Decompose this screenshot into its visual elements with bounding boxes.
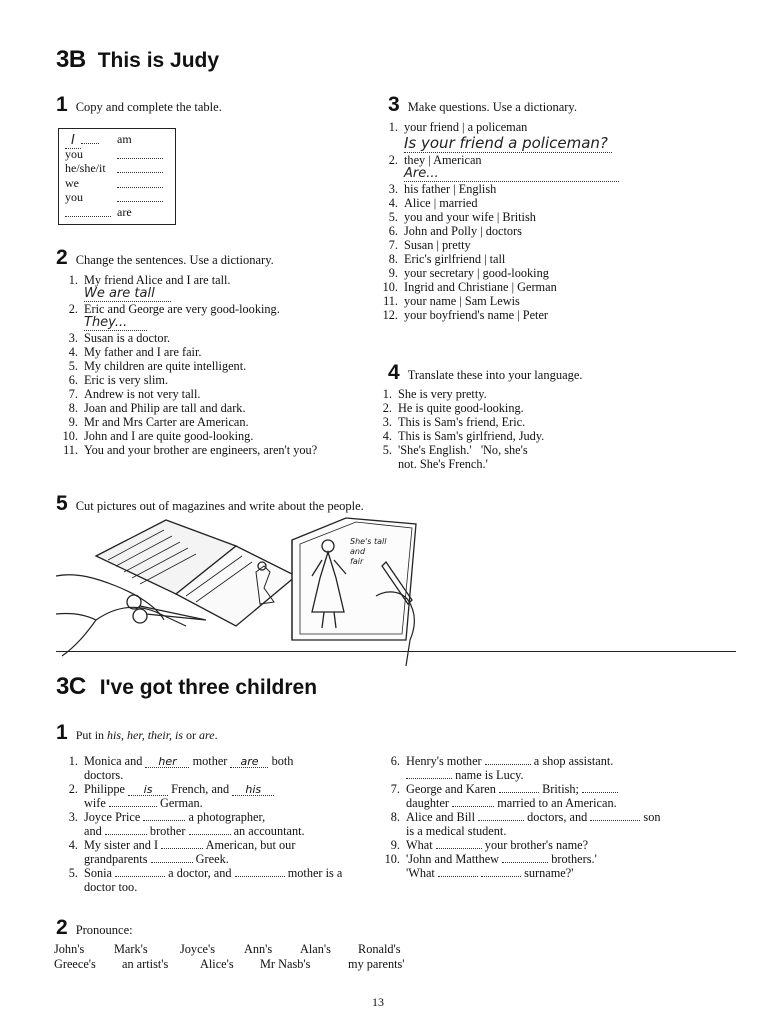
unit-3b-heading xyxy=(56,46,219,74)
exercise-3-heading xyxy=(388,94,577,115)
exercise-number: 1 xyxy=(56,721,68,744)
list-item: 3. Joyce Price a photographer, xyxy=(68,810,266,824)
list-item: 1. Monica and her mother are both xyxy=(68,754,294,768)
exercise-number: 2 xyxy=(56,916,68,939)
list-item: 2. Philippe is French, and his xyxy=(56,782,376,796)
list-item-continuation: name is Lucy. xyxy=(378,768,708,782)
unit-number: 3C xyxy=(56,673,86,700)
list-item: 10. Ingrid and Christiane | German xyxy=(382,280,557,294)
table-pronoun: he/she/it xyxy=(65,161,106,175)
unit-title: I've got three children xyxy=(99,676,318,699)
exercise-2-heading xyxy=(56,917,133,938)
filled-blank: is xyxy=(128,784,168,796)
page-number: 13 xyxy=(372,995,384,1009)
exercise-3-list xyxy=(376,120,646,322)
list-item-continuation: 'What surname?' xyxy=(406,866,574,880)
list-item: 10. John and I are quite good-looking. xyxy=(62,429,254,443)
list-item: 7. Andrew is not very tall. xyxy=(68,387,201,401)
list-item: 7. George and Karen British; xyxy=(378,782,708,796)
unit-3c-heading xyxy=(56,673,317,701)
list-item: 5. 'She's English.' 'No, she's xyxy=(382,443,528,457)
table-pronoun: we xyxy=(65,175,79,190)
exercise-2-list xyxy=(56,273,376,457)
exercise-instruction: Make questions. Use a dictionary. xyxy=(407,100,577,114)
list-item: 6. John and Polly | doctors xyxy=(388,224,522,238)
table-row xyxy=(65,177,169,192)
exercise-number: 2 xyxy=(56,246,68,269)
caption-line-3: fair xyxy=(350,557,364,566)
exercise-instruction: Translate these into your language. xyxy=(407,368,583,382)
unit-title: This is Judy xyxy=(97,49,220,72)
list-item-continuation: wife German. xyxy=(84,796,203,810)
list-item-continuation: is a medical student. xyxy=(406,824,507,838)
list-item: 4. This is Sam's girlfriend, Judy. xyxy=(382,429,545,443)
word: an artist's xyxy=(122,957,169,971)
exercise-2-heading xyxy=(56,247,274,268)
handwritten-answer: Are... xyxy=(376,167,646,182)
table-pronoun-blank xyxy=(65,206,117,221)
exercise-number: 4 xyxy=(388,361,400,384)
word: Mr Nasb's xyxy=(260,957,311,971)
table-row xyxy=(65,206,169,221)
word: my parents' xyxy=(348,957,405,971)
list-item: 2. He is quite good-looking. xyxy=(382,401,524,415)
exercise-instruction: Cut pictures out of magazines and write about the people. xyxy=(75,499,364,513)
filled-blank: his xyxy=(232,784,274,796)
list-item-continuation: doctor too. xyxy=(84,880,138,894)
table-verb-blank xyxy=(117,177,167,192)
table-verb-blank xyxy=(117,148,167,163)
list-item: 10. 'John and Matthew brothers.' xyxy=(384,852,597,866)
list-item: 1. She is very pretty. xyxy=(382,387,487,401)
table-pronoun: I xyxy=(65,133,117,148)
word: Ronald's xyxy=(358,942,401,956)
list-item: 8. Joan and Philip are tall and dark. xyxy=(68,401,246,415)
list-item: 11. You and your brother are engineers, aren't you? xyxy=(63,443,318,457)
table-verb-blank xyxy=(117,162,167,177)
word: John's xyxy=(54,942,85,956)
table-verb: am xyxy=(117,132,132,146)
pronounce-row-2 xyxy=(54,957,454,972)
filled-blank: her xyxy=(145,756,189,768)
list-item-continuation: and brother an accountant. xyxy=(84,824,305,838)
exercise-instruction: Pronounce: xyxy=(75,923,133,937)
word: Mark's xyxy=(114,942,148,956)
list-item: 8. Alice and Bill doctors, and son xyxy=(390,810,661,824)
list-item: 2. Eric and George are very good-looking. xyxy=(68,302,280,316)
list-item-continuation: grandparents Greek. xyxy=(84,852,229,866)
table-row xyxy=(65,148,169,163)
pronounce-words xyxy=(54,942,454,972)
caption-line-2: and xyxy=(350,547,366,556)
list-item: 9. your secretary | good-looking xyxy=(388,266,549,280)
list-item: 4. My father and I are fair. xyxy=(68,345,202,359)
table-pronoun: you xyxy=(65,146,83,161)
filled-blank: are xyxy=(230,756,268,768)
word: Alan's xyxy=(300,942,331,956)
list-item-continuation: daughter married to an American. xyxy=(406,796,617,810)
list-item: 9. What your brother's name? xyxy=(390,838,589,852)
list-item: 3. Susan is a doctor. xyxy=(68,331,171,345)
list-item: 5. Sonia a doctor, and mother is a xyxy=(68,866,343,880)
table-verb-blank xyxy=(117,191,167,206)
exercise-instruction: Change the sentences. Use a dictionary. xyxy=(75,253,274,267)
list-item: 5. My children are quite intelligent. xyxy=(68,359,247,373)
verb-table xyxy=(58,128,176,225)
list-item-continuation: doctors. xyxy=(84,768,124,782)
word: Greece's xyxy=(54,957,96,971)
table-pronoun: you xyxy=(65,190,83,204)
list-item: 3. This is Sam's friend, Eric. xyxy=(382,415,526,429)
table-row xyxy=(65,191,169,206)
exercise-5-heading xyxy=(56,493,364,514)
handwritten-answer: Is your friend a policeman? xyxy=(376,134,646,153)
list-item: 5. you and your wife | British xyxy=(388,210,536,224)
table-row xyxy=(65,133,169,148)
list-item: 4. Alice | married xyxy=(388,196,478,210)
list-item: 2. they | American xyxy=(388,153,482,167)
list-item: 6. Henry's mother a shop assistant. xyxy=(390,754,614,768)
list-item: 12. your boyfriend's name | Peter xyxy=(382,308,549,322)
exercise-number: 1 xyxy=(56,93,68,116)
exercise-1-left-column xyxy=(56,754,376,894)
magazine-cutting-illustration xyxy=(56,516,426,666)
word: Joyce's xyxy=(180,942,215,956)
word: Alice's xyxy=(200,957,234,971)
exercise-1-heading xyxy=(56,722,218,743)
handwritten-answer: They... xyxy=(56,316,376,331)
list-item: 6. Eric is very slim. xyxy=(68,373,169,387)
list-item: 9. Mr and Mrs Carter are American. xyxy=(68,415,249,429)
list-item: 1. your friend | a policeman xyxy=(388,120,528,134)
exercise-1-right-column xyxy=(378,754,708,880)
table-verb: are xyxy=(117,204,132,219)
exercise-instruction: Put in his, her, their, is or are. xyxy=(75,728,218,742)
section-divider xyxy=(56,651,736,652)
exercise-number: 3 xyxy=(388,93,400,116)
table-row xyxy=(65,162,169,177)
exercise-1-heading xyxy=(56,94,222,115)
pronounce-row-1 xyxy=(54,942,454,957)
list-item: 4. My sister and I American, but our xyxy=(68,838,296,852)
handwritten-answer: We are tall xyxy=(56,287,376,302)
list-item: 8. Eric's girlfriend | tall xyxy=(388,252,506,266)
word: Ann's xyxy=(244,942,273,956)
list-item: 7. Susan | pretty xyxy=(388,238,471,252)
unit-number: 3B xyxy=(56,46,86,73)
list-item: 11. your name | Sam Lewis xyxy=(383,294,520,308)
exercise-number: 5 xyxy=(56,492,68,515)
exercise-4-list xyxy=(370,387,640,471)
list-item-continuation: not. She's French.' xyxy=(398,457,488,471)
list-item: 1. My friend Alice and I are tall. xyxy=(68,273,231,287)
exercise-4-heading xyxy=(388,362,583,383)
exercise-instruction: Copy and complete the table. xyxy=(75,100,222,114)
caption-line-1: She's tall xyxy=(350,537,387,546)
list-item: 3. his father | English xyxy=(388,182,497,196)
